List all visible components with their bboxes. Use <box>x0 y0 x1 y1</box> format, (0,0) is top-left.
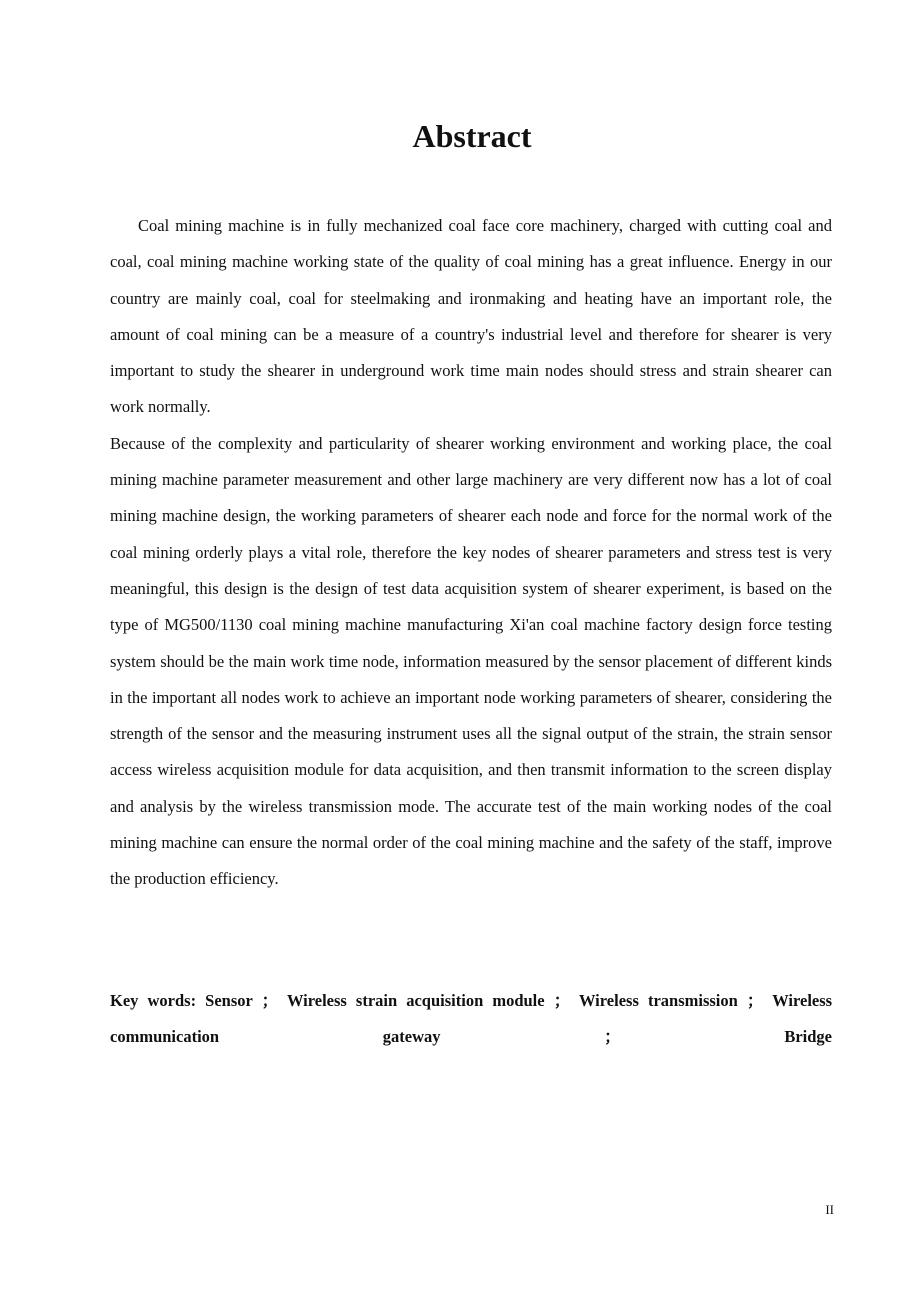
keyword-separator: ； <box>746 991 764 1010</box>
abstract-paragraph-1: Coal mining machine is in fully mechanized coal face core machinery, charged with cutting coal and coal, coal mining machine working state of the quality of coal mining has a great influence. Energy in our country are mainly coal, coal for steelmaking and ironmaking and heating have an important role, the amount of coal mining can be a measure of a country's industrial level and therefore for shearer is very important to study the shearer in underground work time main nodes should stress and strain shearer can work normally. <box>110 216 832 417</box>
keywords-label: Key words: <box>110 991 197 1010</box>
abstract-body <box>110 208 832 898</box>
keyword-item: Bridge <box>784 1027 832 1047</box>
keyword-item: Sensor <box>205 991 253 1010</box>
keywords-line <box>110 983 832 1056</box>
keyword-item: Wireless strain acquisition module <box>286 991 545 1010</box>
keyword-separator: ； <box>553 991 571 1010</box>
keyword-separator: ； <box>604 1027 621 1047</box>
abstract-title: Abstract <box>412 118 532 154</box>
keyword-item: Wireless transmission <box>578 991 738 1010</box>
keyword-item: Wireless communication gateway <box>110 991 833 1047</box>
keyword-separator: ； <box>261 991 279 1010</box>
abstract-paragraph-2: Because of the complexity and particularity of shearer working environment and working place, the coal mining machine parameter measurement and other large machinery are very different now has a lot of coal mining machine design, the working parameters of shearer each node and force for the normal work of the coal mining orderly plays a vital role, therefore the key nodes of shearer parameters and stress test is very meaningful, this design is the design of test data acquisition system of shearer experiment, is based on the type of MG500/1130 coal mining machine manufacturing Xi'an coal machine factory design force testing system should be the main work time node, information measured by the sensor placement of different kinds in the important all nodes work to achieve an important node working parameters of shearer, considering the strength of the sensor and the measuring instrument uses all the signal output of the strain, the strain sensor access wireless acquisition module for data acquisition, and then transmit information to the screen display and analysis by the wireless transmission mode. The accurate test of the main working nodes of the coal mining machine can ensure the normal order of the coal mining machine and the safety of the staff, improve the production efficiency. <box>110 433 832 889</box>
page-number: II <box>825 1202 834 1217</box>
